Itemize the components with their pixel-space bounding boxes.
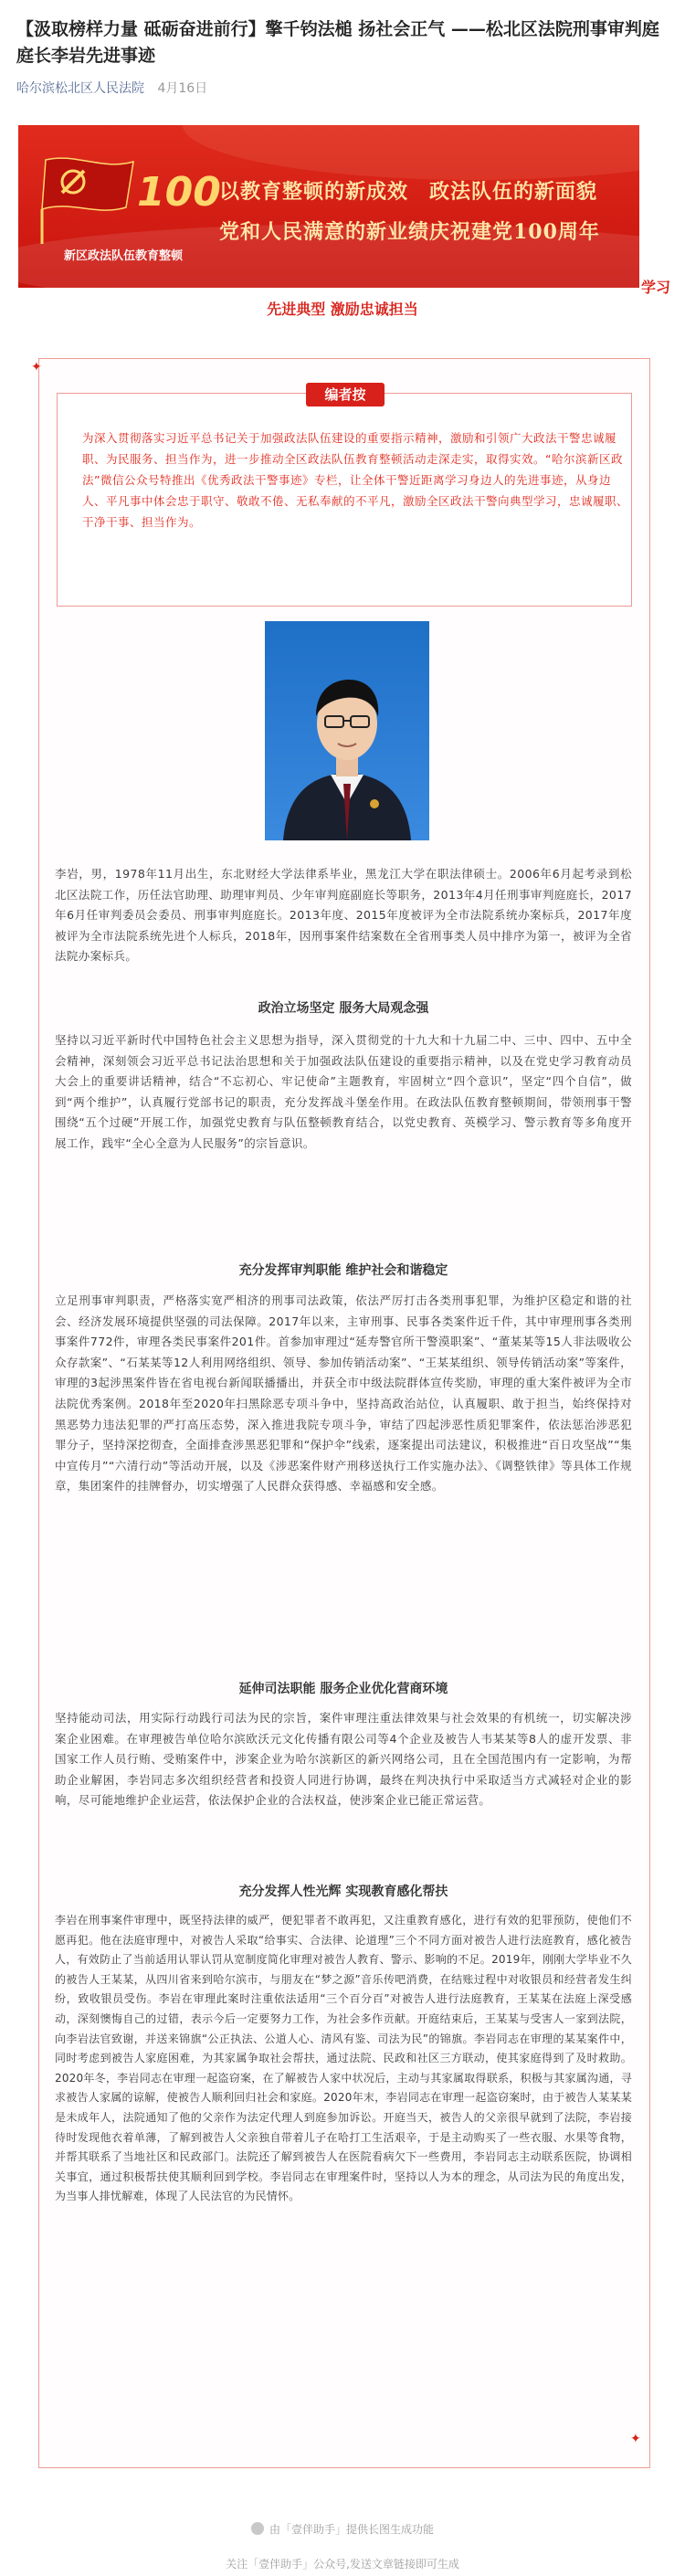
banner-slogan-line-1: 以教育整顿的新成效 政法队伍的新面貌 [219,180,598,204]
section-heading: 充分发挥人性光辉 实现教育感化帮扶 [238,1884,448,1899]
article-meta [16,79,669,97]
section-subtitle: 先进典型 激励忠诚担当 [267,301,418,318]
star-ornament-icon: ✦ [31,360,42,375]
judge-portrait-photo [265,621,429,840]
centennial-number: 100 [137,169,221,216]
section-paragraph: 李岩在刑事案件审理中，既坚持法律的威严，便犯罪者不敢再犯，又注重教育感化，进行有效的犯罪预防，使他们不愿再犯。他在法庭审理中，对被告人采取“给事实、合法律、论道理”三个不同方面对被告人进行法庭教育，感化被告人，有效防止了当前适用认罪认罚从宽制度简化审理对被告人教育、警示、影响的不足。2019年，刚刚大学毕业不久的被告人王某某，从四川省来到哈尔滨市，与朋友在“梦之源”音乐传吧消费，在结账过程中对收银员和经营者发生纠纷，致收银员受伤。李岩在审理此案时注重依法适用“三个百分百”对被告人进行法庭教育，王某某在法庭上深受感动，深刻懊悔自己的过错，表示今后一定要努力工作，为社会多作贡献。开庭结束后，王某某与受害人一家到法院，向李岩法官致谢，并送来锦旗“公正执法、公道人心、清风有鉴、司法为民”的锦旗。李岩同志在审理的某某案件中，同时考虑到被告人家庭困难，为其家属争取社会帮扶，通过法院、民政和社区三方联动，使其家庭得到了及时救助。2020年冬，李岩同志在审理一起盗窃案，在了解被告人家中状况后，主动与其家属取得联系，积极与其家属沟通，寻求被告人家属的谅解，使被告人顺利回归社会和家庭。2020年末，李岩同志在审理一起盗窃案时，由于被告人某某某是未成年人，法院通知了他的父亲作为法定代理人到庭参加诉讼。开庭当天，被告人的父亲很早就到了法院，李岩接待时发现他衣着单薄，了解到被告人父亲独自带着儿子在哈打工生活艰辛，于是主动购买了一些衣服、水果等食物，并帮其联系了当地社区和民政部门。法院还了解到被告人在医院看病欠下一些费用，李岩同志主动联系医院，协调相关事宜，通过积极帮扶使其顺利回到学校。李岩同志在审理案件时，坚持以人为本的理念，从司法为民的角度出发，为当事人排忧解难，体现了人民法官的为民情怀。 [55,1914,632,2203]
section-paragraph: 立足刑事审判职责，严格落实宽严相济的刑事司法政策，依法严厉打击各类刑事犯罪，为维护区稳定和谐的社会、经济发展环境提供坚强的司法保障。2017年以来，主审刑事、民事各类案件近千件，其中审理刑事各类刑事案件772件，审理各类民事案件201件。首参加审理过“延寿警官所干警漠职案”、“董某某等15人非法吸收公众存款案”、“石某某等12人利用网络组织、领导、参加传销活动案”、“王某某组织、领导传销活动案”等案件，审理的3起涉黑案件皆在省电视台新闻联播播出，并获全市中级法院群体宣传奖励，审理的重大案件被评为全市法院优秀案例。2018年至2020年扫黑除恶专项斗争中，坚持高政治站位，认真履职、敢于担当，始终保持对黑恶势力违法犯罪的严打高压态势，深入推进我院专项斗争，审结了四起涉恶性质犯罪案件，依法惩治涉恶犯罪分子，坚持深挖彻查，全面排查涉黑恶犯罪和“保护伞”线索，逐案提出司法建议，积极推进“百日攻坚战”“集中宣传月”“六清行动”等活动开展，以及《涉恶案件财产刑移送执行工作实施办法》、《调整铁律》等具体工作规章，集团案件的挂牌督办，切实增强了人民群众获得感、幸福感和安全感。 [55,1293,632,1494]
section-heading: 充分发挥审判职能 维护社会和谐稳定 [238,1263,448,1278]
portrait-illustration [265,621,429,840]
long-image-footer [0,2521,685,2571]
banner-decoration [183,125,639,180]
footer-line-2: 关注「壹伴助手」公众号,发送文章链接即可生成 [226,2558,459,2571]
section-heading: 政治立场坚定 服务大局观念强 [258,1001,429,1016]
publish-date: 4月16日 [157,81,208,96]
article-header [0,0,685,97]
helper-logo-icon [251,2522,264,2535]
banner-side-label: 学习 [641,279,671,296]
banner-slogan-line-2: 党和人民满意的新业绩庆祝建党100周年 [219,220,600,244]
section-paragraph: 坚持以习近平新时代中国特色社会主义思想为指导，深入贯彻党的十九大和十九届二中、三中、四中、五中全会精神，深刻领会习近平总书记法治思想和关于加强政法队伍建设的重要指示精神，以及在党史学习教育动员大会上的重要讲话精神，结合“不忘初心、牢记使命”主题教育，牢固树立“四个意识”，坚定“四个自信”，做到“两个维护”，认真履行党部书记的职责，充分发挥战斗堡垒作用。在政法队伍教育整顿期间，带领刑事干警围绕“五个过硬”开展工作，加强党史教育与队伍整顿教育结合，以党史教育、英模学习、警示教育等多角度开展工作，践牢“全心全意为人民服务”的宗旨意识。 [55,1033,632,1150]
star-ornament-icon: ✦ [630,2432,641,2446]
intro-paragraph: 李岩，男，1978年11月出生，东北财经大学法律系毕业，黑龙江大学在职法律硕士。2006年6月起考录到松北区法院工作，历任法官助理、助理审判员、少年审判庭副庭长等职务，2013年4月任刑事审判庭庭长，2017年6月任审判委员会委员、刑事审判庭庭长。2013年度、2015年度被评为全市法院系统办案标兵，2017年度被评为全市法院系统先进个人标兵，2018年，因刑事案件结案数在全省刑事类人员中排序为第一，被评为全省法院办案标兵。 [55,867,632,964]
banner-logo-caption: 新区政法队伍教育整顿 [64,249,184,263]
editor-note-text: 为深入贯彻落实习近平总书记关于加强政法队伍建设的重要指示精神，激励和引领广大政法干警忠诚履职、为民服务、担当作为，进一步推动全区政法队伍教育整顿活动走深走实，取得实效。“哈尔滨新区政法”微信公众号特推出《优秀政法干警事迹》专栏，让全体干警近距离学习身边人的先进事迹，从身边人、平凡事中体会忠于职守、敬敢不倦、无私奉献的不平凡，激励全区政法干警向典型学习，忠诚履职、干净干事、担当作为。 [82,431,629,529]
party-flag-icon [38,153,139,244]
footer-line-1: 由「壹伴助手」提供长图生成功能 [0,2521,685,2537]
section-heading: 延伸司法职能 服务企业优化营商环境 [238,1682,448,1696]
article-title: 【汲取榜样力量 砥砺奋进前行】擎千钧法槌 扬社会正气 ——松北区法院刑事审判庭庭长李岩先进事迹 [16,19,659,66]
editor-note-tag: 编者按 [306,383,385,406]
education-banner-image [18,125,639,288]
source-account-link[interactable]: 哈尔滨松北区人民法院 [16,81,144,96]
section-paragraph: 坚持能动司法，用实际行动践行司法为民的宗旨，案件审理注重法律效果与社会效果的有机统一，切实解决涉案企业困难。在审理被告单位哈尔滨欧沃元文化传播有限公司等4个企业及被告人韦某某等8人的虚开发票、非国家工作人员行贿、受贿案件中，涉案企业为哈尔滨新区的新兴网络公司，且在全国范围内有一定影响，为帮助企业解困，李岩同志多次组织经营者和投资人同进行协调，最终在判决执行中采取适当方式减轻对企业的影响，尽可能地维护企业运营，依法保护企业的合法权益，使涉案企业已能正常运营。 [55,1711,632,1808]
